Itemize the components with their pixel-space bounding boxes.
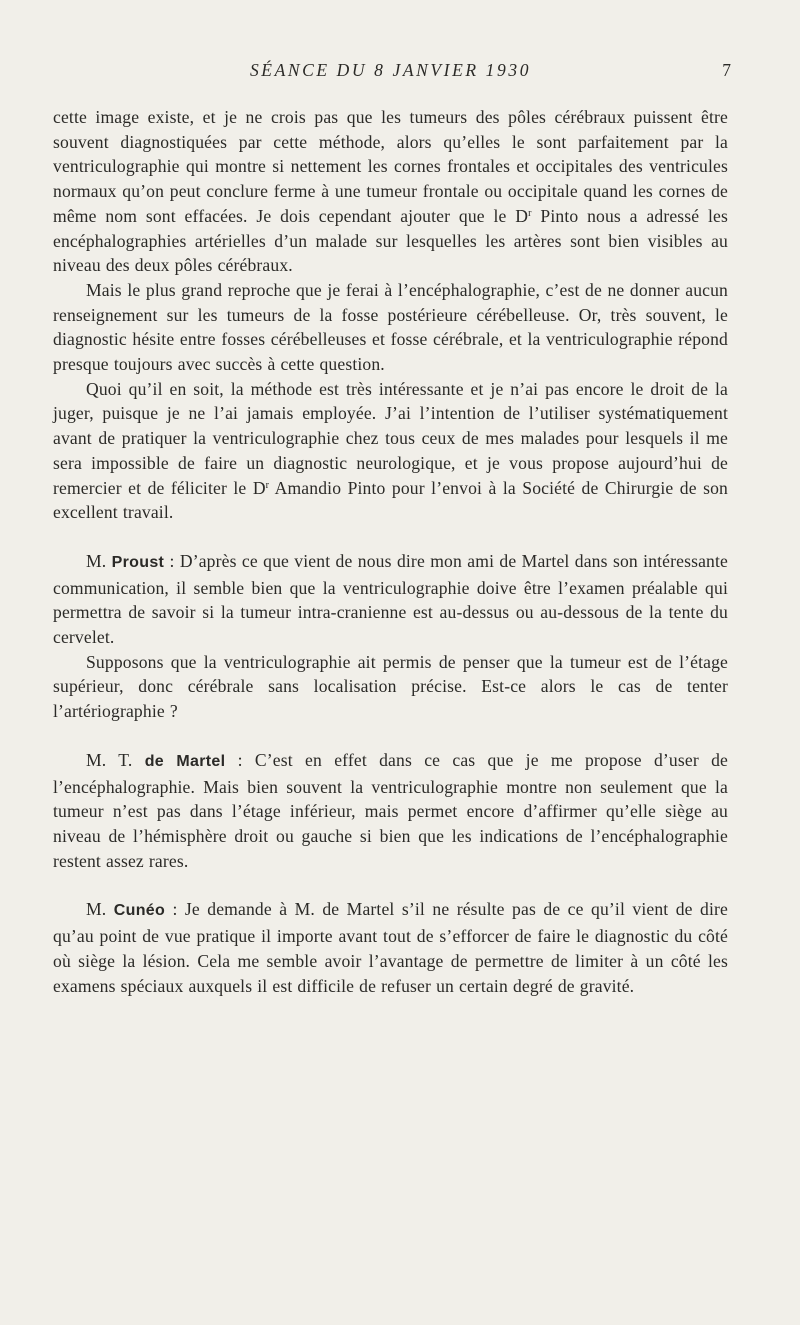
speaker-prefix: M. (86, 899, 114, 920)
paragraph-text: Pinto nous a adressé les encéphalographies artérielles d’un malade sur lesquelles les artères sont bien visibles au niveau des deux pôles cérébraux. (53, 205, 728, 276)
running-head-title: SÉANCE DU 8 JANVIER 1930 (249, 60, 532, 80)
paragraph-text: : D’après ce que vient de nous dire mon ami de Martel dans son intéressante communication, il semble bien que la ventriculographie doive être l’examen préalable qui permettra de savoir si la tumeur intra-cranienne est au-dessus ou au-dessous de la tente du cervelet. (53, 550, 729, 648)
paragraph-text: cette image existe, et je ne crois pas que les tumeurs des pôles cérébraux puissent être souvent diagnostiquées par cette méthode, alors qu’elles le sont parfaitement par la ventriculographie qui montre si nettement les cornes frontales et occipitales des ventricules normaux qu’on peut conclure ferme à une tumeur frontale ou occipitale quand les cornes de même nom sont effacées. Je dois cependant ajouter que le D (53, 107, 728, 226)
speaker-prefix: M. T. (86, 749, 145, 770)
body-text (53, 105, 728, 998)
paragraph-continuation (53, 105, 728, 278)
paragraph-conclusion (53, 377, 728, 525)
paragraph-supposons (53, 650, 728, 724)
running-head (53, 60, 731, 86)
superscript: r (265, 479, 270, 491)
paragraph-text: Amandio Pinto pour l’envoi à la Société de Chirurgie de son excellent travail. (53, 477, 728, 523)
paragraph-cuneo (53, 897, 728, 998)
page-number: 7 (722, 60, 731, 80)
speaker-prefix: M. (86, 550, 112, 571)
paragraph-text: : C’est en effet dans ce cas que je me propose d’user de l’encéphalographie. Mais bien souvent la ventriculographie montre non seulement que la tumeur n’est pas dans l’étage inférieur, mais permet encore d’affirmer qu’elle siège au niveau de l’hémisphère droit ou gauche si bien que les indications de l’encéphalographie restent assez rares. (53, 749, 729, 871)
paragraph-text: Quoi qu’il en soit, la méthode est très intéressante et je n’ai pas encore le droit de la juger, puisque je ne l’ai jamais employée. J’ai l’intention de l’utiliser systématiquement avant de pratiquer la ventriculographie chez tous ceux de mes malades pour lesquels il me sera impossible de faire un diagnostic neurologique, et je vous propose aujourd’hui de remercier et de féliciter le D (53, 378, 728, 498)
paragraph-text: Supposons que la ventriculographie ait permis de penser que la tumeur est de l’étage supérieur, donc cérébrale sans localisation précise. Est-ce alors le cas de tenter l’artériographie ? (53, 651, 728, 722)
paragraph-text: : Je demande à M. de Martel s’il ne résulte pas de ce qu’il vient de dire qu’au point de vue pratique il importe avant tout de s’efforcer de faire le diagnostic du côté où siège la lésion. Cela me semble avoir l’avantage de permettre de limiter à un côté les examens spéciaux auxquels il est difficile de refuser un certain degré de gravité. (53, 899, 729, 996)
speaker-name: Proust (111, 553, 165, 571)
speaker-name: de Martel (144, 752, 226, 770)
paragraph-reproach (53, 278, 728, 377)
paragraph-text: Mais le plus grand reproche que je ferai à l’encéphalographie, c’est de ne donner aucun renseignement sur les tumeurs de la fosse postérieure cérébelleuse. Or, très souvent, le diagnostic hésite entre fosses cérébelleuses et fosse cérébrale, et la ventriculographie répond presque toujours avec succès à cette question. (53, 279, 728, 375)
paragraph-proust (53, 549, 728, 650)
speaker-name: Cunéo (113, 902, 166, 920)
paragraph-de-martel (53, 748, 728, 874)
superscript: r (528, 207, 532, 219)
